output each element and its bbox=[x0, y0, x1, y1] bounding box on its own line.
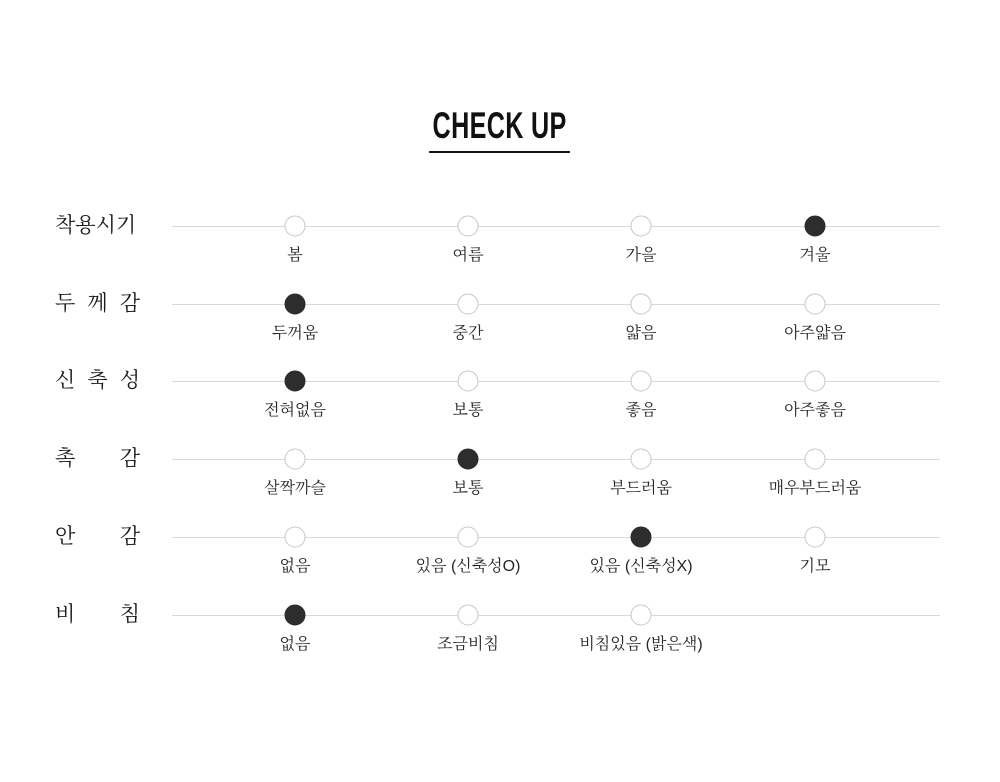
attribute-label: 두 께 감 bbox=[55, 291, 140, 315]
option-label: 중간 bbox=[452, 325, 484, 342]
dot-empty-icon bbox=[805, 294, 826, 315]
dot-empty-icon bbox=[631, 371, 652, 392]
attribute-label: 착용시기 bbox=[55, 213, 137, 237]
dot-filled-icon bbox=[285, 371, 306, 392]
option-label: 살짝까슬 bbox=[264, 480, 326, 497]
attribute-label: 촉 감 bbox=[55, 446, 140, 470]
option-label: 없음 bbox=[279, 636, 311, 653]
attribute-label: 안 감 bbox=[55, 524, 140, 548]
option-label: 얇음 bbox=[625, 325, 657, 342]
dot-filled-icon bbox=[631, 527, 652, 548]
option-label: 아주좋음 bbox=[784, 402, 846, 419]
option-label: 없음 bbox=[279, 558, 311, 575]
dot-filled-icon bbox=[285, 294, 306, 315]
option-label: 여름 bbox=[452, 247, 484, 264]
dot-empty-icon bbox=[285, 527, 306, 548]
option-label: 전혀없음 bbox=[264, 402, 326, 419]
dot-empty-icon bbox=[458, 527, 479, 548]
attribute-label: 비 침 bbox=[55, 602, 140, 626]
option-label: 기모 bbox=[799, 558, 831, 575]
attribute-label: 신 축 성 bbox=[55, 368, 140, 392]
dot-empty-icon bbox=[631, 605, 652, 626]
option-label: 매우부드러움 bbox=[768, 480, 862, 497]
option-label: 비침있음 (밝은색) bbox=[579, 636, 703, 653]
option-label: 두꺼움 bbox=[271, 325, 319, 342]
option-label: 부드러움 bbox=[610, 480, 672, 497]
option-label: 봄 bbox=[287, 247, 303, 264]
option-label: 가을 bbox=[625, 247, 657, 264]
option-label: 보통 bbox=[452, 402, 484, 419]
option-label: 아주얇음 bbox=[784, 325, 846, 342]
option-label: 조금비침 bbox=[437, 636, 499, 653]
dot-empty-icon bbox=[805, 371, 826, 392]
option-label: 겨울 bbox=[799, 247, 831, 264]
page-header bbox=[0, 107, 1000, 153]
option-label: 있음 (신축성X) bbox=[589, 558, 693, 575]
dot-empty-icon bbox=[458, 371, 479, 392]
dot-empty-icon bbox=[805, 527, 826, 548]
dot-empty-icon bbox=[285, 449, 306, 470]
dot-empty-icon bbox=[458, 216, 479, 237]
dot-empty-icon bbox=[631, 294, 652, 315]
page-title: CHECK UP bbox=[430, 107, 571, 153]
dot-filled-icon bbox=[458, 449, 479, 470]
option-label: 좋음 bbox=[625, 402, 657, 419]
dot-empty-icon bbox=[631, 449, 652, 470]
dot-empty-icon bbox=[631, 216, 652, 237]
dot-empty-icon bbox=[458, 605, 479, 626]
dot-empty-icon bbox=[805, 449, 826, 470]
option-label: 있음 (신축성O) bbox=[415, 558, 521, 575]
option-label: 보통 bbox=[452, 480, 484, 497]
dot-filled-icon bbox=[285, 605, 306, 626]
dot-empty-icon bbox=[285, 216, 306, 237]
dot-empty-icon bbox=[458, 294, 479, 315]
dot-filled-icon bbox=[805, 216, 826, 237]
